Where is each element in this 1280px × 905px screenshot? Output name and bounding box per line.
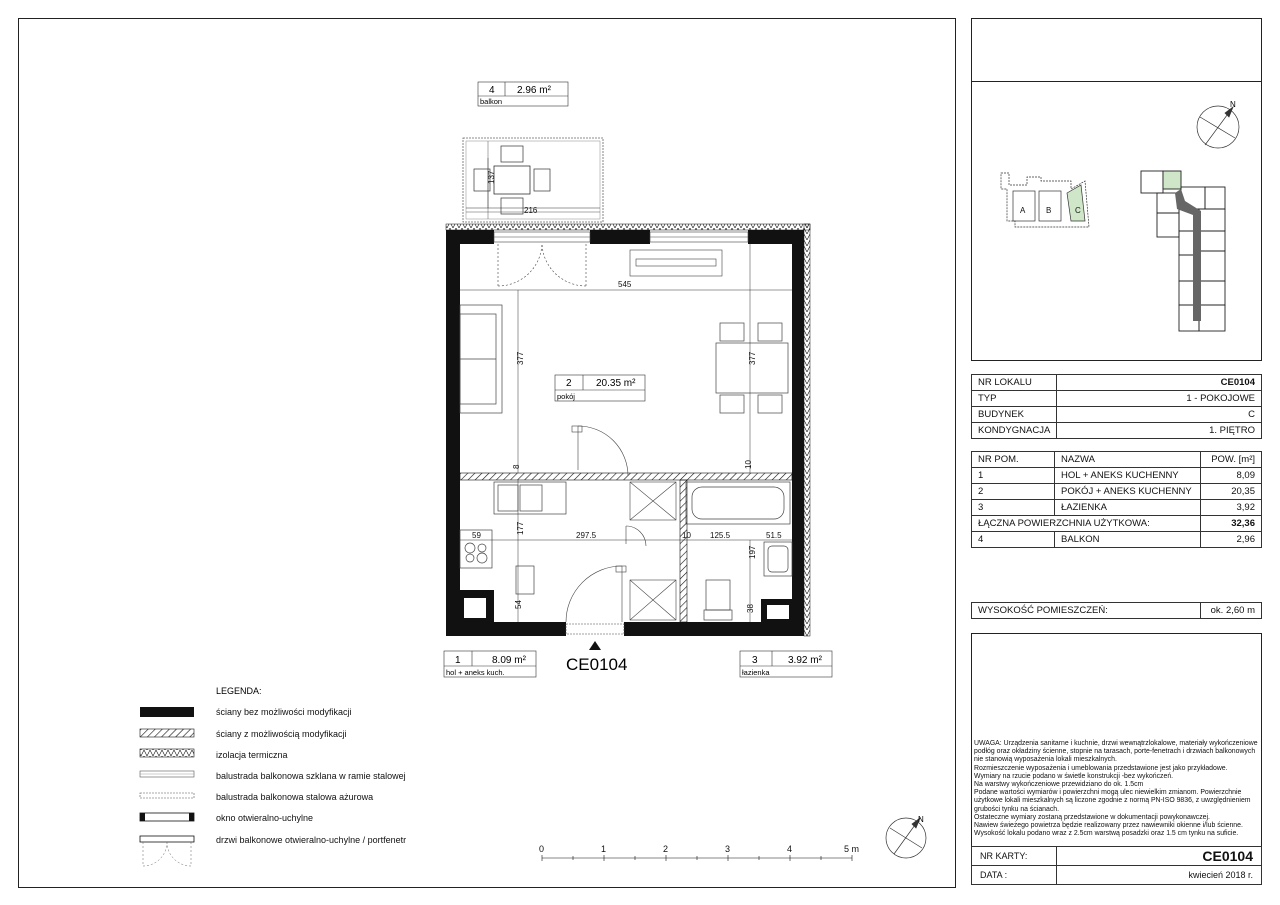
svg-text:hol + aneks kuch.: hol + aneks kuch. <box>446 668 505 677</box>
dim-kitchen-counter: 59 <box>472 531 481 540</box>
scale-tick-5: 5 m <box>844 844 860 854</box>
date-label: DATA : <box>972 866 1057 885</box>
date-value: kwiecień 2018 r. <box>1057 866 1262 885</box>
svg-text:4: 4 <box>489 85 495 96</box>
rooms-header-area: POW. [m²] <box>1201 452 1262 468</box>
svg-text:łazienka: łazienka <box>742 668 770 677</box>
site-building-b: B <box>1046 206 1052 215</box>
svg-text:balkon: balkon <box>480 97 503 106</box>
building-key-plan <box>1141 171 1225 331</box>
dim-hall-width: 297.5 <box>576 531 597 540</box>
site-plan <box>1001 173 1089 227</box>
dim-hall-small: 54 <box>514 600 523 609</box>
info-value: C <box>1057 407 1262 423</box>
info-value: CE0104 <box>1057 375 1262 391</box>
notes-text: UWAGA: Urządzenia sanitarne i kuchnie, drzwi wewnątrzlokalowe, materiały wykończeniowe podłóg oraz okładziny ścienne, stopnie na tarasach, porte-fenetrach i drzwiach balkonowych nie stanowią wyposażenia lokali mieszkalnych. Rozmieszczenie wyposażenia i umeblowania przedstawione jest jako przykładowe. Wymiary na rzucie podano w świetle konstrukcji -bez wykończeń. Na warstwy wykończeniowe przewidziano do ok. 1.5cm Podane wartości wymiarów i powierzchni mogą ulec niewielkim zmianom. Powierzchnie użytkowe lokali mieszkalnych są liczone zgodnie z normą PN-ISO 9836, z uwzględnieniem grubości tynku na ścianach. Ostateczne wymiary zostaną przedstawione w dokumentacji powykonawczej. Nawiew świeżego powietrza będzie realizowany przez nawiewniki okienne i/lub ścienne. Wysokość lokalu podano wraz z 2.5cm warstwą posadzki oraz 1.5 cm tynku na suficie. <box>974 740 1258 838</box>
info-label: BUDYNEK <box>972 407 1057 423</box>
svg-text:pokój: pokój <box>557 392 575 401</box>
dim-wall-right: 10 <box>744 460 753 469</box>
dim-room-left-height: 377 <box>516 351 525 365</box>
apartment-code-label: CE0104 <box>566 655 628 674</box>
total-row: ŁĄCZNA POWIERZCHNIA UŻYTKOWA: 32,36 <box>972 516 1262 532</box>
legend-swatches <box>140 707 194 866</box>
rooms-table <box>971 451 1262 548</box>
room-label-hol <box>444 651 536 677</box>
dining-table <box>716 323 788 413</box>
room-label-pokoj <box>555 375 645 401</box>
compass-icon-top <box>1197 106 1239 148</box>
dim-bath-width: 125.5 <box>710 531 731 540</box>
header-panel <box>971 18 1262 82</box>
legend-item-5: balustrada balkonowa stalowa ażurowa <box>216 792 374 802</box>
dim-balcony-depth: 137 <box>487 170 496 184</box>
info-value: 1 - POKOJOWE <box>1057 391 1262 407</box>
entrance-arrow <box>589 641 601 650</box>
legend-item-3: izolacja termiczna <box>216 750 288 760</box>
compass-label: N <box>918 815 924 824</box>
table-row: 4 BALKON 2,96 <box>972 532 1262 548</box>
dim-kitchen-depth: 177 <box>516 521 525 535</box>
info-table <box>971 374 1262 439</box>
legend-item-6: okno otwieralno-uchylne <box>216 813 314 823</box>
table-row: 3 ŁAZIENKA 3,92 <box>972 500 1262 516</box>
dim-balcony-width: 216 <box>524 206 538 215</box>
rooms-header-name: NAZWA <box>1055 452 1201 468</box>
doors <box>566 426 646 634</box>
svg-text:3.92 m²: 3.92 m² <box>788 655 822 666</box>
scale-tick-0: 0 <box>539 844 545 854</box>
svg-text:3: 3 <box>752 655 758 666</box>
scale-bar <box>542 855 852 861</box>
table-row: 2 POKÓJ + ANEKS KUCHENNY 20,35 <box>972 484 1262 500</box>
site-building-a: A <box>1020 206 1026 215</box>
card-value: CE0104 <box>1057 847 1262 866</box>
wardrobes <box>630 482 676 620</box>
table-row: 1 HOL + ANEKS KUCHENNY 8,09 <box>972 468 1262 484</box>
sofa <box>460 305 502 413</box>
compass-icon <box>886 818 926 858</box>
dim-bath-sink: 51.5 <box>766 531 782 540</box>
info-value: 1. PIĘTRO <box>1057 423 1262 439</box>
svg-text:1: 1 <box>455 655 461 666</box>
scale-tick-4: 4 <box>787 844 793 854</box>
legend-title: LEGENDA: <box>216 686 262 696</box>
partition-walls <box>460 473 792 622</box>
info-label: NR LOKALU <box>972 375 1057 391</box>
dim-room-width: 545 <box>618 280 632 289</box>
dim-wall-left: 8 <box>512 464 521 469</box>
scale-tick-2: 2 <box>663 844 669 854</box>
balcony-door <box>494 232 590 286</box>
svg-text:20.35 m²: 20.35 m² <box>596 378 636 389</box>
legend-item-2: ściany z możliwością modyfikacji <box>216 729 347 739</box>
structural-walls <box>446 230 804 636</box>
scale-tick-3: 3 <box>725 844 731 854</box>
height-value: ok. 2,60 m <box>1201 603 1262 619</box>
height-table <box>971 602 1262 619</box>
scale-tick-1: 1 <box>601 844 607 854</box>
card-label: NR KARTY: <box>972 847 1057 866</box>
info-label: KONDYGNACJA <box>972 423 1057 439</box>
svg-text:2: 2 <box>566 378 572 389</box>
room-label-lazienka <box>740 651 832 677</box>
svg-text:2.96 m²: 2.96 m² <box>517 85 551 96</box>
dim-bath-depth: 197 <box>748 545 757 559</box>
location-map <box>971 81 1262 361</box>
dim-room-right-height: 377 <box>748 351 757 365</box>
height-label: WYSOKOŚĆ POMIESZCZEŃ: <box>972 603 1201 619</box>
rooms-header-no: NR POM. <box>972 452 1055 468</box>
legend-item-4: balustrada balkonowa szklana w ramie stalowej <box>216 771 406 781</box>
info-label: TYP <box>972 391 1057 407</box>
room-label-balkon <box>478 82 568 106</box>
site-building-c: C <box>1075 206 1081 215</box>
card-table <box>971 846 1262 885</box>
compass-top-label: N <box>1230 100 1236 109</box>
dim-bath-wall: 10 <box>682 531 691 540</box>
legend-item-7: drzwi balkonowe otwieralno-uchylne / portfenetr <box>216 835 407 845</box>
legend-item-1: ściany bez możliwości modyfikacji <box>216 707 352 717</box>
svg-text:8.09 m²: 8.09 m² <box>492 655 526 666</box>
dim-bath-small: 38 <box>746 604 755 613</box>
